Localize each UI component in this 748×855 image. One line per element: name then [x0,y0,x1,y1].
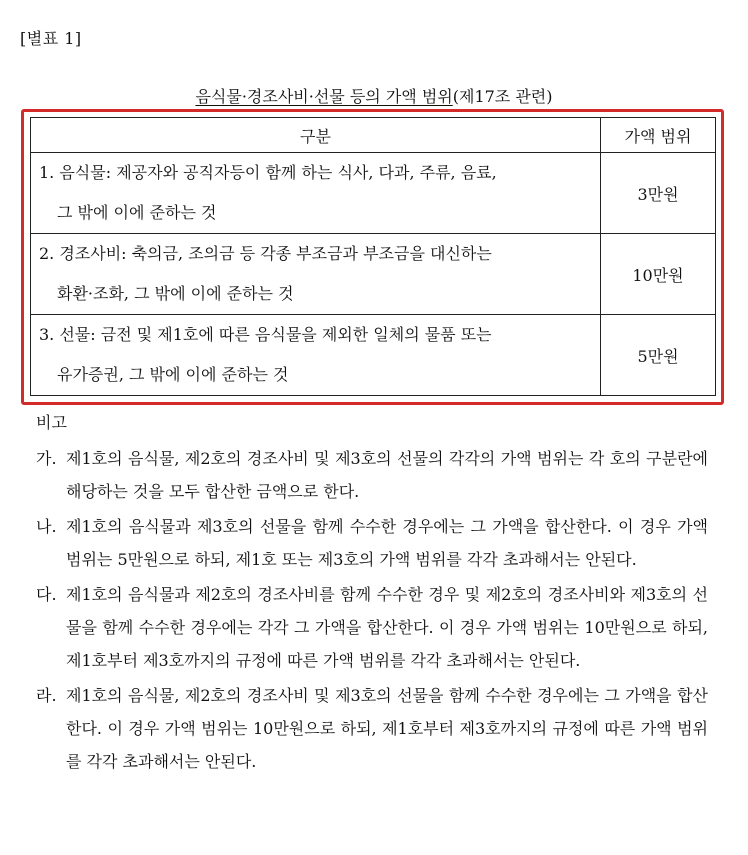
value-limit-table [30,117,716,396]
note-text: 제1호의 음식물과 제3호의 선물을 함께 수수한 경우에는 그 가액을 합산한다. 이 경우 가액 범위는 5만원으로 하되, 제1호 또는 제3호의 가액 범위를 각각 초과해서는 안된다. [66,517,708,569]
row-gift-line1: 3. 선물: 금전 및 제1호에 따른 음식물을 제외한 일체의 물품 또는 [39,325,492,344]
header-category: 구분 [31,118,601,153]
row-gift-line2: 유가증권, 그 밖에 이에 준하는 것 [57,365,289,384]
row-congratulatory-line1: 2. 경조사비: 축의금, 조의금 등 각종 부조금과 부조금을 대신하는 [39,244,492,263]
table-row [31,234,716,315]
note-marker: 다. [36,585,57,604]
header-value-range: 가액 범위 [601,118,716,153]
note-text: 제1호의 음식물, 제2호의 경조사비 및 제3호의 선물을 함께 수수한 경우에는 그 가액을 합산한다. 이 경우 가액 범위는 10만원으로 하되, 제1호부터 제3호까지의 규정에 따른 가액 범위를 각각 초과해서는 안된다. [66,686,708,771]
row-congratulatory-description [31,234,601,315]
note-marker: 나. [36,517,57,536]
table-row [31,315,716,396]
row-gift-description [31,315,601,396]
note-marker: 라. [36,686,57,705]
row-gift-amount: 5만원 [601,315,716,396]
row-food-line1: 1. 음식물: 제공자와 공직자등이 함께 하는 식사, 다과, 주류, 음료, [39,163,497,182]
appendix-label: [별표 1] [20,29,82,48]
note-item [36,510,708,576]
note-item [36,578,708,677]
note-item [36,442,708,508]
note-item [36,679,708,778]
notes-title: 비고 [36,413,67,432]
row-food-line2: 그 밖에 이에 준하는 것 [57,203,217,222]
table-header-row [31,118,716,153]
note-text: 제1호의 음식물과 제2호의 경조사비를 함께 수수한 경우 및 제2호의 경조사비와 제3호의 선물을 함께 수수한 경우에는 각각 그 가액을 합산한다. 이 경우 가액 범위는 10만원으로 하되, 제1호부터 제3호까지의 규정에 따른 가액 범위를 각각 초과해서는 안된다. [66,585,708,670]
title-suffix: (제17조 관련) [452,87,553,106]
notes-section [36,412,708,780]
row-congratulatory-amount: 10만원 [601,234,716,315]
table-row [31,153,716,234]
note-marker: 가. [36,449,57,468]
row-congratulatory-line2: 화환·조화, 그 밖에 이에 준하는 것 [57,284,294,303]
page-title [0,84,748,107]
row-food-description [31,153,601,234]
note-text: 제1호의 음식물, 제2호의 경조사비 및 제3호의 선물의 각각의 가액 범위는 각 호의 구분란에 해당하는 것을 모두 합산한 금액으로 한다. [66,449,708,501]
title-main: 음식물·경조사비·선물 등의 가액 범위 [195,87,453,106]
row-food-amount: 3만원 [601,153,716,234]
